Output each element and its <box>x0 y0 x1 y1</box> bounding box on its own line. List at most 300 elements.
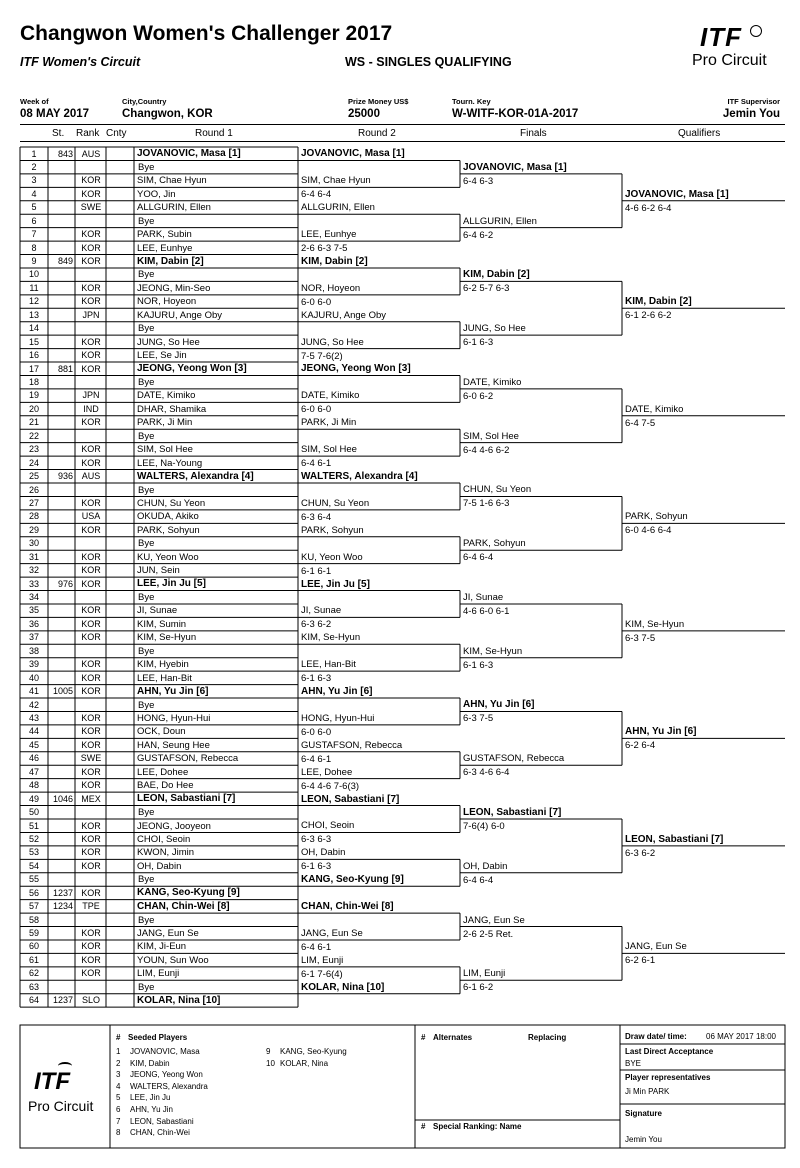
player-country: KOR <box>81 188 101 199</box>
round1-player: CHUN, Su Yeon <box>137 497 206 509</box>
seeded-player-name: JEONG, Yeong Won <box>130 1070 203 1080</box>
round2-winner: LEE, Dohee <box>301 766 353 778</box>
finals-winner: AHN, Yu Jin [6] <box>463 699 535 711</box>
player-country: KOR <box>81 726 101 737</box>
round1-player: Bye <box>138 645 155 657</box>
round1-player: LEE, Se Jin <box>137 350 187 362</box>
round2-score: 7-5 7-6(2) <box>301 350 343 362</box>
qualifier-name: PARK, Sohyun <box>625 511 688 523</box>
player-country: KOR <box>81 578 101 589</box>
player-rank: 1234 <box>52 901 73 912</box>
player-country: KOR <box>81 242 101 253</box>
player-rank: 976 <box>57 578 73 589</box>
round1-player: KIM, Se-Hyun <box>137 632 197 644</box>
round1-player: SIM, Chae Hyun <box>137 175 207 187</box>
round1-player: Bye <box>138 874 155 886</box>
finals-score: 7-6(4) 6-0 <box>463 821 505 832</box>
round1-player: PARK, Sohyun <box>137 524 200 536</box>
draw-position: 26 <box>28 484 39 495</box>
finals-score: 4-6 6-0 6-1 <box>463 605 510 617</box>
round1-player: JUNG, So Hee <box>137 336 200 348</box>
seed-number: 2 <box>116 1058 121 1068</box>
finals-winner: JOVANOVIC, Masa [1] <box>463 161 567 173</box>
draw-position: 20 <box>28 403 39 414</box>
seed-number: 10 <box>266 1058 275 1068</box>
finals-score: 6-2 5-7 6-3 <box>463 283 510 295</box>
round1-player: LEE, Eunhye <box>137 242 193 254</box>
round1-player: CHOI, Seoin <box>137 833 191 845</box>
round2-score: 6-0 6-0 <box>301 726 332 738</box>
col-rank: Rank <box>76 128 100 139</box>
finals-score: 6-1 6-3 <box>463 659 494 671</box>
finals-winner: JI, Sunae <box>463 591 504 603</box>
qualifier-score: 4-6 6-2 6-4 <box>625 202 672 214</box>
round1-player: Bye <box>138 430 155 442</box>
draw-position: 24 <box>28 457 39 468</box>
draw-position: 12 <box>28 296 39 307</box>
round1-player: Bye <box>138 376 155 388</box>
round1-player: LEE, Han-Bit <box>137 672 192 684</box>
draw-position: 4 <box>31 188 37 199</box>
draw-position: 27 <box>28 497 39 508</box>
player-country: KOR <box>81 712 101 723</box>
finals-winner: DATE, Kimiko <box>463 376 522 388</box>
round2-score: 6-3 6-3 <box>301 834 332 846</box>
draw-position: 64 <box>28 995 39 1006</box>
draw-position: 53 <box>28 847 39 858</box>
finals-score: 2-6 2-5 Ret. <box>463 928 514 940</box>
finals-winner: ALLGURIN, Ellen <box>463 215 537 227</box>
round1-player: WALTERS, Alexandra [4] <box>137 470 254 482</box>
seeded-player-name: KIM, Dabin <box>130 1058 170 1068</box>
signature-value: Jemin You <box>625 1135 662 1144</box>
logo-itf-text: ITF <box>700 22 742 52</box>
draw-position: 38 <box>28 645 39 656</box>
round1-player: KIM, Ji-Eun <box>137 941 187 953</box>
round2-winner: SIM, Chae Hyun <box>301 175 371 187</box>
player-rank: 1237 <box>52 995 73 1006</box>
player-country: KOR <box>81 551 101 562</box>
col-cnty: Cnty <box>106 128 127 139</box>
round2-winner: LEON, Sabastiani [7] <box>301 793 400 805</box>
draw-position: 45 <box>28 739 39 750</box>
draw-date-label: Draw date/ time: <box>625 1032 687 1041</box>
round1-player: JEONG, Jooyeon <box>137 820 211 832</box>
draw-position: 29 <box>28 524 39 535</box>
round1-player: JOVANOVIC, Masa [1] <box>137 148 241 159</box>
player-country: USA <box>81 511 101 522</box>
round1-player: KIM, Dabin [2] <box>137 255 204 267</box>
round2-winner: PARK, Sohyun <box>301 524 364 536</box>
round2-winner: WALTERS, Alexandra [4] <box>301 471 418 482</box>
round1-player: LEON, Sabastiani [7] <box>137 793 236 805</box>
key-value: W-WITF-KOR-01A-2017 <box>452 108 579 120</box>
round1-player: JI, Sunae <box>137 605 178 617</box>
player-country: KOR <box>81 847 101 858</box>
seeded-player-name: AHN, Yu Jin <box>130 1105 173 1114</box>
player-country: SLO <box>81 995 100 1006</box>
round2-winner: CHUN, Su Yeon <box>301 497 370 509</box>
finals-winner: KIM, Se-Hyun <box>463 645 523 657</box>
finals-score: 6-4 6-4 <box>463 874 494 886</box>
finals-score: 6-4 6-4 <box>463 552 494 564</box>
round2-score: 6-4 6-4 <box>301 189 332 201</box>
draw-position: 60 <box>28 941 39 952</box>
round1-player: KOLAR, Nina [10] <box>137 994 221 1006</box>
qualifier-score: 6-3 6-2 <box>625 847 656 859</box>
prize-label: Prize Money US$ <box>348 97 409 106</box>
player-country: KOR <box>81 336 101 347</box>
city-value: Changwon, KOR <box>122 108 213 120</box>
round1-player: JANG, Eun Se <box>137 928 199 940</box>
draw-position: 51 <box>28 820 39 831</box>
draw-position: 21 <box>28 417 39 428</box>
draw-position: 59 <box>28 928 39 939</box>
seeded-player-name: KANG, Seo-Kyung <box>280 1047 347 1056</box>
draw-position: 47 <box>28 766 39 777</box>
col-st: St. <box>52 128 65 139</box>
round2-score: 6-4 6-1 <box>301 753 332 765</box>
round2-winner: KAJURU, Ange Oby <box>301 309 387 321</box>
player-country: KOR <box>81 659 101 670</box>
round1-player: KANG, Seo-Kyung [9] <box>137 887 240 899</box>
player-country: KOR <box>81 941 101 952</box>
finals-score: 6-4 6-3 <box>463 175 494 187</box>
round1-player: Bye <box>138 269 155 281</box>
finals-winner: JANG, Eun Se <box>463 914 525 926</box>
player-country: MEX <box>81 793 101 804</box>
draw-position: 39 <box>28 659 39 670</box>
seeded-player-name: JOVANOVIC, Masa <box>130 1047 200 1056</box>
round1-player: NOR, Hoyeon <box>137 296 197 308</box>
round2-winner: JUNG, So Hee <box>301 336 364 348</box>
replacing-title: Replacing <box>528 1033 567 1042</box>
col-finals: Finals <box>520 128 547 139</box>
round1-player: LEE, Dohee <box>137 766 189 778</box>
col-round2: Round 2 <box>358 128 396 139</box>
draw-position: 43 <box>28 712 39 723</box>
round2-score: 6-1 6-3 <box>301 673 332 685</box>
round2-winner: LEE, Eunhye <box>301 229 357 241</box>
seed-number: 1 <box>116 1047 121 1056</box>
player-rank: 843 <box>57 148 73 159</box>
seed-number: 9 <box>266 1047 271 1056</box>
lda-value: BYE <box>625 1059 642 1068</box>
draw-position: 18 <box>28 376 39 387</box>
round1-player: Bye <box>138 981 155 993</box>
player-country: AUS <box>81 471 101 482</box>
draw-position: 14 <box>28 323 39 334</box>
qualifier-name: JOVANOVIC, Masa [1] <box>625 188 729 200</box>
round1-player: LIM, Eunji <box>137 968 180 980</box>
draw-position: 50 <box>28 807 39 818</box>
finals-score: 6-0 6-2 <box>463 390 494 402</box>
player-country: KOR <box>81 350 101 361</box>
signature-label: Signature <box>625 1109 662 1118</box>
draw-position: 58 <box>28 914 39 925</box>
draw-position: 63 <box>28 981 39 992</box>
col-qualifiers: Qualifiers <box>678 128 721 139</box>
round2-winner: KOLAR, Nina [10] <box>301 981 385 993</box>
round1-player: JEONG, Yeong Won [3] <box>137 363 247 375</box>
prize-value: 25000 <box>348 108 380 120</box>
round2-score: 6-3 6-4 <box>301 511 332 523</box>
key-label: Tourn. Key <box>452 97 491 106</box>
player-rank: 936 <box>57 471 73 482</box>
draw-position: 15 <box>28 336 39 347</box>
round1-player: OCK, Doun <box>137 726 186 738</box>
player-country: KOR <box>81 672 101 683</box>
round1-player: KIM, Sumin <box>137 618 187 630</box>
draw-date-value: 06 MAY 2017 18:00 <box>706 1032 776 1041</box>
footer-logo-pro-circuit: Pro Circuit <box>28 1098 94 1114</box>
round2-winner: KIM, Se-Hyun <box>301 632 361 644</box>
swoosh-icon <box>58 1062 72 1070</box>
round2-winner: CHAN, Chin-Wei [8] <box>301 901 394 913</box>
draw-position: 23 <box>28 444 39 455</box>
player-country: KOR <box>81 256 101 267</box>
alternates-hash: # <box>421 1033 426 1042</box>
round1-player: KAJURU, Ange Oby <box>137 309 223 321</box>
qualifier-name: JANG, Eun Se <box>625 941 687 953</box>
player-rank: 849 <box>57 256 73 267</box>
draw-position: 62 <box>28 968 39 979</box>
draw-position: 31 <box>28 551 39 562</box>
round2-winner: KANG, Seo-Kyung [9] <box>301 874 404 886</box>
player-country: KOR <box>81 820 101 831</box>
round2-score: 6-1 6-3 <box>301 861 332 873</box>
round2-score: 6-0 6-0 <box>301 404 332 416</box>
draw-position: 55 <box>28 874 39 885</box>
round1-player: Bye <box>138 323 155 335</box>
round2-winner: CHOI, Seoin <box>301 820 355 832</box>
special-ranking-title: Special Ranking: Name <box>433 1122 522 1131</box>
week-value: 08 MAY 2017 <box>20 108 90 120</box>
player-rank: 881 <box>57 363 73 374</box>
draw-position: 40 <box>28 672 39 683</box>
footer-itf-logo <box>28 1068 108 1118</box>
player-country: KOR <box>81 497 101 508</box>
player-country: KOR <box>81 954 101 965</box>
round1-player: JUN, Sein <box>137 565 180 577</box>
round2-winner: LEE, Han-Bit <box>301 659 356 671</box>
draw-position: 56 <box>28 887 39 898</box>
draw-position: 11 <box>29 282 39 293</box>
player-country: KOR <box>81 928 101 939</box>
supervisor-value: Jemin You <box>722 108 780 120</box>
round1-player: OH, Dabin <box>137 860 182 872</box>
reps-label: Player representatives <box>625 1073 711 1082</box>
player-country: SWE <box>80 753 102 764</box>
round1-player: LEE, Jin Ju [5] <box>137 578 206 590</box>
seeded-player-name: WALTERS, Alexandra <box>130 1081 208 1091</box>
round1-player: PARK, Ji Min <box>137 417 193 429</box>
player-rank: 1005 <box>52 686 73 697</box>
round1-player: Bye <box>138 161 155 173</box>
draw-position: 35 <box>28 605 39 616</box>
logo-pro-circuit: Pro Circuit <box>692 52 767 69</box>
round1-player: Bye <box>138 592 155 604</box>
seeded-title: Seeded Players <box>128 1033 188 1042</box>
col-round1: Round 1 <box>195 128 233 139</box>
finals-winner: KIM, Dabin [2] <box>463 269 530 281</box>
draw-position: 48 <box>28 780 39 791</box>
seeded-player-name: LEON, Sabastiani <box>130 1116 194 1126</box>
qualifier-name: LEON, Sabastiani [7] <box>625 833 724 845</box>
draw-position: 1 <box>31 148 37 159</box>
round2-winner: JOVANOVIC, Masa [1] <box>301 148 405 160</box>
player-country: KOR <box>81 968 101 979</box>
player-country: KOR <box>81 417 101 428</box>
round1-player: SIM, Sol Hee <box>137 444 193 456</box>
round2-score: 6-4 6-1 <box>301 941 332 953</box>
player-country: KOR <box>81 766 101 777</box>
draw-position: 36 <box>28 618 39 629</box>
draw-position: 17 <box>28 363 39 374</box>
draw-position: 8 <box>31 242 37 253</box>
seed-number: 5 <box>116 1093 121 1103</box>
draw-position: 3 <box>31 175 37 186</box>
draw-position: 42 <box>28 699 39 710</box>
seed-number: 3 <box>116 1070 121 1080</box>
seed-number: 8 <box>116 1128 121 1138</box>
supervisor-label: ITF Supervisor <box>727 97 780 106</box>
qualifier-name: DATE, Kimiko <box>625 403 684 415</box>
player-country: KOR <box>81 457 101 468</box>
round2-score: 6-4 6-1 <box>301 458 332 470</box>
draw-position: 46 <box>28 753 39 764</box>
finals-score: 6-3 7-5 <box>463 713 494 725</box>
draw-position: 16 <box>28 350 39 361</box>
player-country: KOR <box>81 296 101 307</box>
finals-winner: PARK, Sohyun <box>463 538 526 550</box>
round2-winner: JI, Sunae <box>301 605 342 617</box>
seed-number: 7 <box>116 1116 121 1126</box>
draw-position: 30 <box>28 538 39 549</box>
player-country: KOR <box>81 175 101 186</box>
round1-player: DHAR, Shamika <box>137 403 207 415</box>
seeded-hash: # <box>116 1033 121 1042</box>
player-country: KOR <box>81 686 101 697</box>
seed-number: 6 <box>116 1105 121 1114</box>
qualifier-score: 6-0 4-6 6-4 <box>625 525 672 537</box>
draw-position: 32 <box>28 565 39 576</box>
round2-winner: GUSTAFSON, Rebecca <box>301 739 403 751</box>
round2-winner: HONG, Hyun-Hui <box>301 712 375 724</box>
alternates-title: Alternates <box>433 1033 473 1042</box>
qualifier-score: 6-4 7-5 <box>625 417 656 429</box>
draw-position: 7 <box>31 229 37 240</box>
round2-score: 6-1 7-6(4) <box>301 968 343 980</box>
player-country: KOR <box>81 282 101 293</box>
qualifier-name: KIM, Dabin [2] <box>625 296 692 308</box>
reps-value: Ji Min PARK <box>625 1087 670 1096</box>
draw-position: 49 <box>28 793 39 804</box>
player-country: KOR <box>81 632 101 643</box>
draw-position: 9 <box>31 256 37 267</box>
player-country: TPE <box>82 901 100 912</box>
round2-winner: JEONG, Yeong Won [3] <box>301 363 411 375</box>
week-label: Week of <box>20 97 49 106</box>
finals-score: 7-5 1-6 6-3 <box>463 498 510 510</box>
player-rank: 1046 <box>52 793 73 804</box>
player-country: JPN <box>82 390 100 401</box>
finals-winner: CHUN, Su Yeon <box>463 484 532 496</box>
round2-score: 6-1 6-1 <box>301 565 332 577</box>
draw-position: 44 <box>28 726 39 737</box>
player-country: KOR <box>81 605 101 616</box>
finals-score: 6-4 6-2 <box>463 229 494 241</box>
player-country: KOR <box>81 565 101 576</box>
draw-position: 52 <box>28 833 39 844</box>
qualifier-name: AHN, Yu Jin [6] <box>625 726 697 738</box>
player-country: KOR <box>81 444 101 455</box>
round1-player: CHAN, Chin-Wei [8] <box>137 900 230 912</box>
round2-winner: LEE, Jin Ju [5] <box>301 578 370 590</box>
player-country: KOR <box>81 887 101 898</box>
seeded-player-name: CHAN, Chin-Wei <box>130 1128 190 1138</box>
draw-position: 5 <box>31 202 37 213</box>
player-country: KOR <box>81 363 101 374</box>
round2-winner: KIM, Dabin [2] <box>301 255 368 267</box>
player-country: KOR <box>81 833 101 844</box>
player-country: KOR <box>81 524 101 535</box>
draw-position: 57 <box>28 901 39 912</box>
round2-winner: KU, Yeon Woo <box>301 551 363 563</box>
draw-position: 10 <box>28 269 39 280</box>
finals-winner: JUNG, So Hee <box>463 323 526 335</box>
round1-player: Bye <box>138 807 155 819</box>
draw-position: 22 <box>28 430 39 441</box>
round1-player: ALLGURIN, Ellen <box>137 202 211 214</box>
player-country: JPN <box>82 309 100 320</box>
round1-player: Bye <box>138 699 155 711</box>
round1-player: JEONG, Min-Seo <box>137 282 211 294</box>
draw-position: 54 <box>28 860 39 871</box>
player-country: KOR <box>81 229 101 240</box>
round1-player: GUSTAFSON, Rebecca <box>137 753 239 765</box>
player-country: KOR <box>81 618 101 629</box>
round1-player: KWON, Jimin <box>137 847 194 859</box>
player-country: IND <box>83 403 99 414</box>
draw-position: 34 <box>28 592 39 603</box>
player-country: KOR <box>81 860 101 871</box>
draw-position: 2 <box>31 161 37 172</box>
round2-winner: NOR, Hoyeon <box>301 282 361 294</box>
seeded-player-name: LEE, Jin Ju <box>130 1093 171 1103</box>
round2-winner: SIM, Sol Hee <box>301 444 357 456</box>
draw-position: 19 <box>28 390 39 401</box>
circuit-subtitle: ITF Women's Circuit <box>20 55 141 69</box>
draw-position: 25 <box>28 471 39 482</box>
player-country: KOR <box>81 780 101 791</box>
round2-winner: AHN, Yu Jin [6] <box>301 686 373 698</box>
round1-player: HONG, Hyun-Hui <box>137 712 211 724</box>
player-country: SWE <box>80 202 102 213</box>
city-label: City,Country <box>122 97 167 106</box>
round1-player: Bye <box>138 215 155 227</box>
round1-player: KIM, Hyebin <box>137 659 189 671</box>
finals-winner: OH, Dabin <box>463 860 508 872</box>
finals-winner: LEON, Sabastiani [7] <box>463 807 562 818</box>
footer-logo-itf-text: ITF <box>34 1068 70 1095</box>
tournament-title: Changwon Women's Challenger 2017 <box>20 22 393 45</box>
round2-score: 6-4 4-6 7-6(3) <box>301 780 360 792</box>
draw-position: 33 <box>28 578 39 589</box>
finals-score: 6-3 4-6 6-4 <box>463 767 510 779</box>
draw-position: 61 <box>28 954 39 965</box>
finals-winner: GUSTAFSON, Rebecca <box>463 753 565 765</box>
